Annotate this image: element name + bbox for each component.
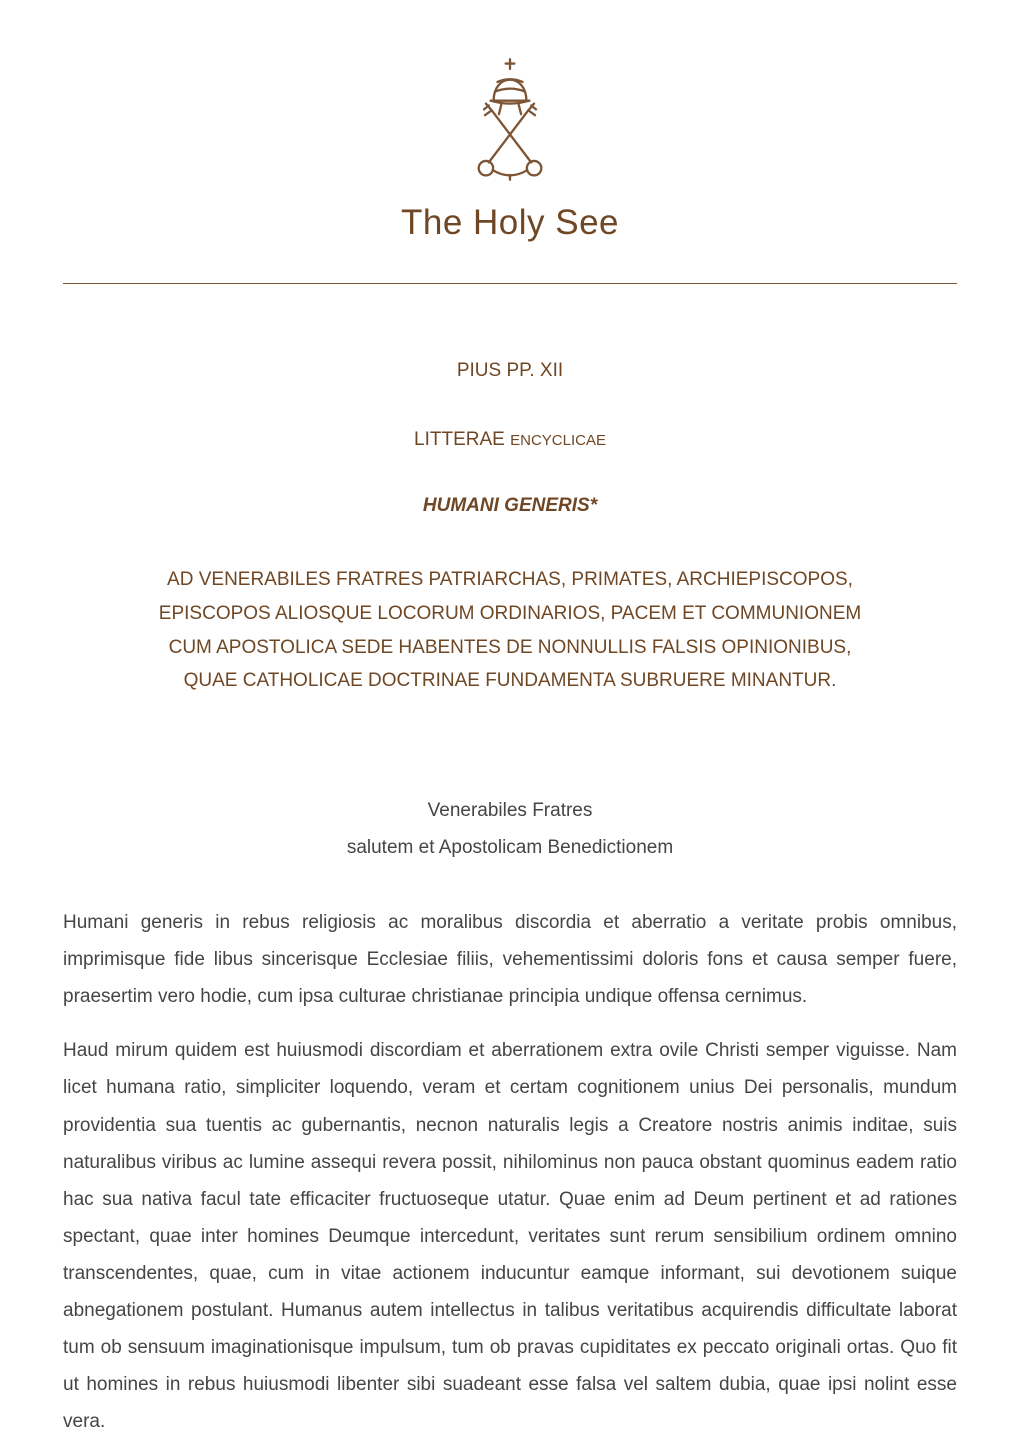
document-body [63,358,957,1440]
doc-type-qualifier: ENCYCLICAE [510,431,606,449]
author-heading: PIUS PP. XII [456,360,564,381]
salutation-line: Venerabiles Fratres [427,800,593,822]
address-line: CUM APOSTOLICA SEDE HABENTES DE NONNULLIS FALSIS OPINIONIBUS, [168,636,852,658]
holy-see-emblem-icon[interactable] [457,56,563,182]
document-title: HUMANI GENERIS* [422,495,598,517]
document-type-heading [63,427,957,453]
paragraph: Humani generis in rebus religiosis ac moralibus discordia et aberratio a veritate probis omnibus, imprimisque fide libus sincerisque Ecclesiae filiis, vehementissimi doloris fons et causa semper fuere, praesertim vero hodie, cum ipsa culturae christianae principia undique offensa cernimus. [63,912,957,1008]
masthead [63,56,957,284]
address-block [63,563,957,698]
header-divider [63,283,957,284]
salutation-block [63,792,957,866]
address-line: EPISCOPOS ALIOSQUE LOCORUM ORDINARIOS, PACEM ET COMMUNIONEM [158,602,862,624]
address-line: QUAE CATHOLICAE DOCTRINAE FUNDAMENTA SUBRUERE MINANTUR. [183,670,837,692]
doc-type-main: LITTERAE [414,428,505,450]
address-line: AD VENERABILES FRATRES PATRIARCHAS, PRIMATES, ARCHIEPISCOPOS, [167,568,853,590]
crossed-keys-tiara-icon [457,56,563,182]
salutation-line: salutem et Apostolicam Benedictionem [346,837,674,859]
paragraph: Haud mirum quidem est huiusmodi discordiam et aberrationem extra ovile Christi semper viguisse. Nam licet humana ratio, simpliciter loquendo, veram et certam cognitionem unius Dei personalis, mundum providentia sua tuentis ac gubernantis, necnon naturalis legis a Creatore nostris animis inditae, suis naturalibus viribus ac lumine assequi revera possit, nihilominus non pauca obstant quominus eadem ratio hac sua nativa facul tate efficaciter fructuoseque utatur. Quae enim ad Deum pertinent et ad rationes spectant, quae inter homines Deumque intercedunt, veritates sunt rerum sensibilium ordinem omnino transcendentes, quae, cum in vitae actionem inducuntur eamque informant, sui devotionem suique abnegationem postulant. Humanus autem intellectus in talibus veritatibus acquirendis difficultate laborat tum ob sensuum imaginationisque impulsum, tum ob pravas cupiditates ex peccato originali ortas. Quo fit ut homines in rebus huiusmodi libenter sibi suadeant esse falsa vel saltem dubia, quae ipsi nolint esse vera. [63,1040,957,1432]
site-title[interactable]: The Holy See [400,203,620,242]
